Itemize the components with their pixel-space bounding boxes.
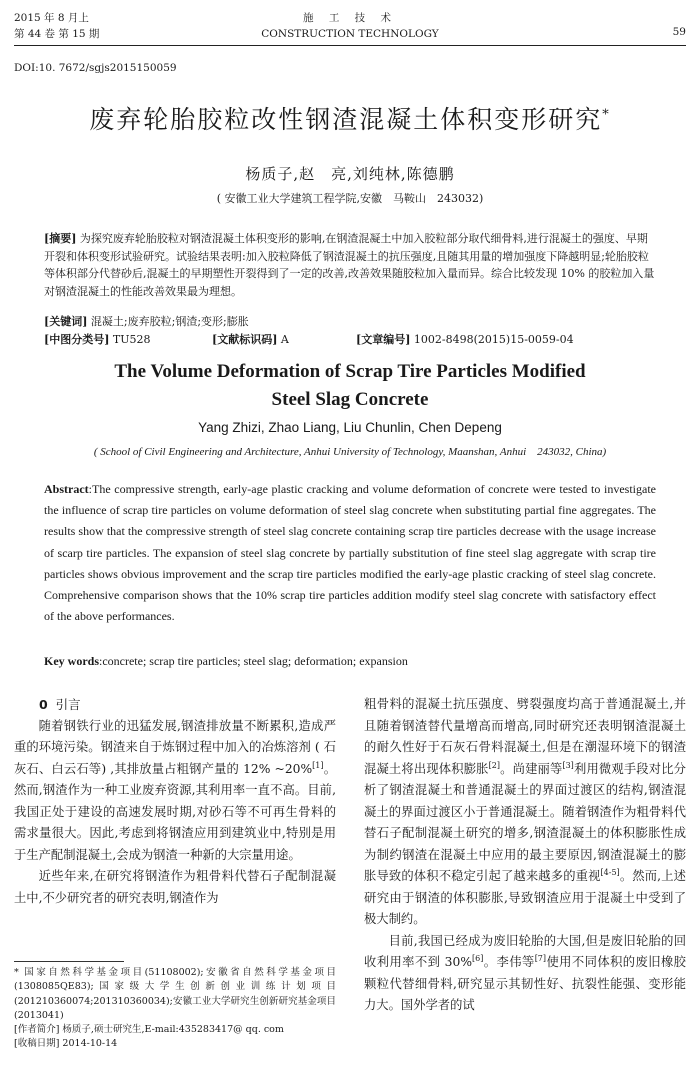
footnote-fund: * 国家自然科学基金项目(51108002);安徽省自然科学基金项目(1308085QE83);国家级大学生创新创业训练计划项目(201210360074;201310360034);安徽工业大学研究生创新研究基金项目(2013041)	[14, 967, 336, 1021]
keywords-en	[44, 654, 656, 669]
abstract-en	[44, 479, 656, 627]
document-code: [文献标识码] A	[212, 333, 289, 346]
keywords-en-label: Key words	[44, 654, 99, 668]
header-page-number: 59	[672, 26, 686, 38]
footnotes	[14, 966, 336, 1052]
abstract-en-text: :The compressive strength, early-age plastic cracking and volume deformation of concrete were tested to investigate the influence of scrap tire particles on volume deformation of steel slag concrete when substituting partial fine aggregates. The results show that the compressive strength of steel slag concrete containing scrap tire particles decrease with the usage increase of scarp tire particles. The expansion of steel slag concrete by partially substitution of fine steel slag aggregate with scrap tire particles shows obvious improvement and the scrap tire particles modified the early-age plastic cracking of steel slag concrete. Comprehensive comparison shows that the 10% scrap tire particles addition modify steel slag concrete with satisfactory effect of the above performances.	[44, 482, 656, 624]
body-column-right	[364, 694, 686, 1017]
affiliation-cn: ( 安徽工业大学建筑工程学院,安徽 马鞍山 243032)	[216, 192, 484, 205]
footnote-author: [作者简介] 杨质子,硕士研究生,E-mail:435283417@ qq. com	[14, 1024, 284, 1036]
abstract-cn-label: [摘要]	[44, 232, 77, 245]
header-journal	[0, 10, 700, 42]
authors-en: Yang Zhizi, Zhao Liang, Liu Chunlin, Chen Depeng	[198, 420, 502, 435]
header-divider	[14, 45, 686, 46]
citation-ref: [2]	[488, 760, 500, 770]
keywords-cn-label: [关键词]	[44, 315, 88, 328]
keywords-cn-text: 混凝土;废弃胶粒;钢渣;变形;膨胀	[90, 315, 249, 328]
title-en-line2: Steel Slag Concrete	[271, 389, 429, 410]
keywords-en-text: :concrete; scrap tire particles; steel slag; deformation; expansion	[99, 654, 408, 668]
title-en	[0, 358, 700, 414]
header-date: 2015 年 8 月上	[14, 12, 89, 24]
title-cn-text: 废弃轮胎胶粒改性钢渣混凝土体积变形研究	[89, 105, 603, 134]
body-column-left	[14, 694, 336, 909]
title-cn	[0, 100, 700, 136]
citation-ref: [7]	[534, 953, 547, 963]
paragraph-intro-1: 随着钢铁行业的迅猛发展,钢渣排放量不断累积,造成严重的环境污染。钢渣来自于炼钢过程中加入的冶炼溶剂 ( 石灰石、白云石等) ,其排放量占粗钢产量的 12% ~20%[1]。然而,钢渣作为一种工业废弃资源,其利用率一直不高。目前,我国正处于建设的高速发展时期,对砂石等不可再生骨料的需求量很大。因此,考虑到将钢渣应用到建筑业中,特别是用于生产配制混凝土,会成为钢渣一种新的大宗量用途。	[14, 718, 336, 862]
authors-cn: 杨质子,赵 亮,刘纯林,陈德鹏	[245, 165, 455, 183]
header-journal-cn: 施 工 技 术	[302, 12, 397, 24]
clc-number: [中图分类号] TU528	[44, 333, 151, 346]
article-number: [文章编号] 1002-8498(2015)15-0059-04	[356, 333, 574, 346]
title-en-line1: The Volume Deformation of Scrap Tire Particles Modified	[114, 361, 586, 382]
paragraph-intro-2: 近些年来,在研究将钢渣作为粗骨料代替石子配制混凝土中,不少研究者的研究表明,钢渣作为	[14, 869, 336, 905]
paragraph-intro-3: 目前,我国已经成为废旧轮胎的大国,但是废旧轮胎的回收利用率不到 30%[6]。李伟等[7]使用不同体积的废旧橡胶颗粒代替细骨料,研究显示其韧性好、抗裂性能强、变形能力大。国外学者的试	[364, 933, 686, 1012]
abstract-en-label: Abstract	[44, 482, 89, 496]
citation-ref: [1]	[312, 760, 324, 770]
citation-ref: [3]	[562, 760, 574, 770]
header-journal-en: CONSTRUCTION TECHNOLOGY	[261, 28, 439, 40]
keywords-cn	[44, 313, 656, 331]
paragraph-intro-2-cont: 粗骨料的混凝土抗压强度、劈裂强度均高于普通混凝土,并且随着钢渣替代量增高而增高,同时研究还表明钢渣混凝土的耐久性好于石灰石骨料混凝土,但是在潮湿环境下的钢渣混凝土将出现体积膨胀[2]。尚建丽等[3]利用微观手段对比分析了钢渣混凝土和普通混凝土的界面过渡区的结构,钢渣混凝土的界面过渡区小于普通混凝土。随着钢渣作为粗骨料代替石子配制混凝土研究的增多,钢渣混凝土的体积膨胀性成为制约钢渣在混凝土中应用的最主要原因,钢渣混凝土的膨胀导致的体积不稳定引起了越来越多的重视[4-5]。然而,上述研究由于钢渣的体积膨胀,导致钢渣应用于混凝土中受到了极大制约。	[364, 697, 686, 926]
doi: DOI:10. 7672/sgjs2015150059	[14, 62, 177, 74]
affiliation-en: ( School of Civil Engineering and Architecture, Anhui University of Technology, Maanshan, Anhui 243032, China)	[93, 446, 607, 458]
header-volume: 第 44 卷 第 15 期	[14, 28, 100, 40]
section-heading: 0 引言	[39, 697, 81, 712]
citation-ref: [4-5]	[600, 867, 620, 877]
footnote-received: [收稿日期] 2014-10-14	[14, 1038, 118, 1050]
abstract-cn	[44, 230, 656, 300]
citation-ref: [6]	[472, 953, 484, 963]
footnote-divider	[14, 961, 124, 962]
title-footnote-mark: *	[602, 107, 611, 123]
abstract-cn-text: 为探究废弃轮胎胶粒对钢渣混凝土体积变形的影响,在钢渣混凝土中加入胶粒部分取代细骨料,进行混凝土的强度、早期开裂和体积变形试验研究。试验结果表明:加入胶粒降低了钢渣混凝土的抗压强度,且随其用量的增加强度下降越明显;轮胎胶粒等体积部分代替砂后,混凝土的早期塑性开裂得到了一定的改善,改善效果随胶粒加入量而异。综合比较发现 10% 的胶粒加入量对钢渣混凝土的性能改善效果最为理想。	[44, 232, 655, 298]
